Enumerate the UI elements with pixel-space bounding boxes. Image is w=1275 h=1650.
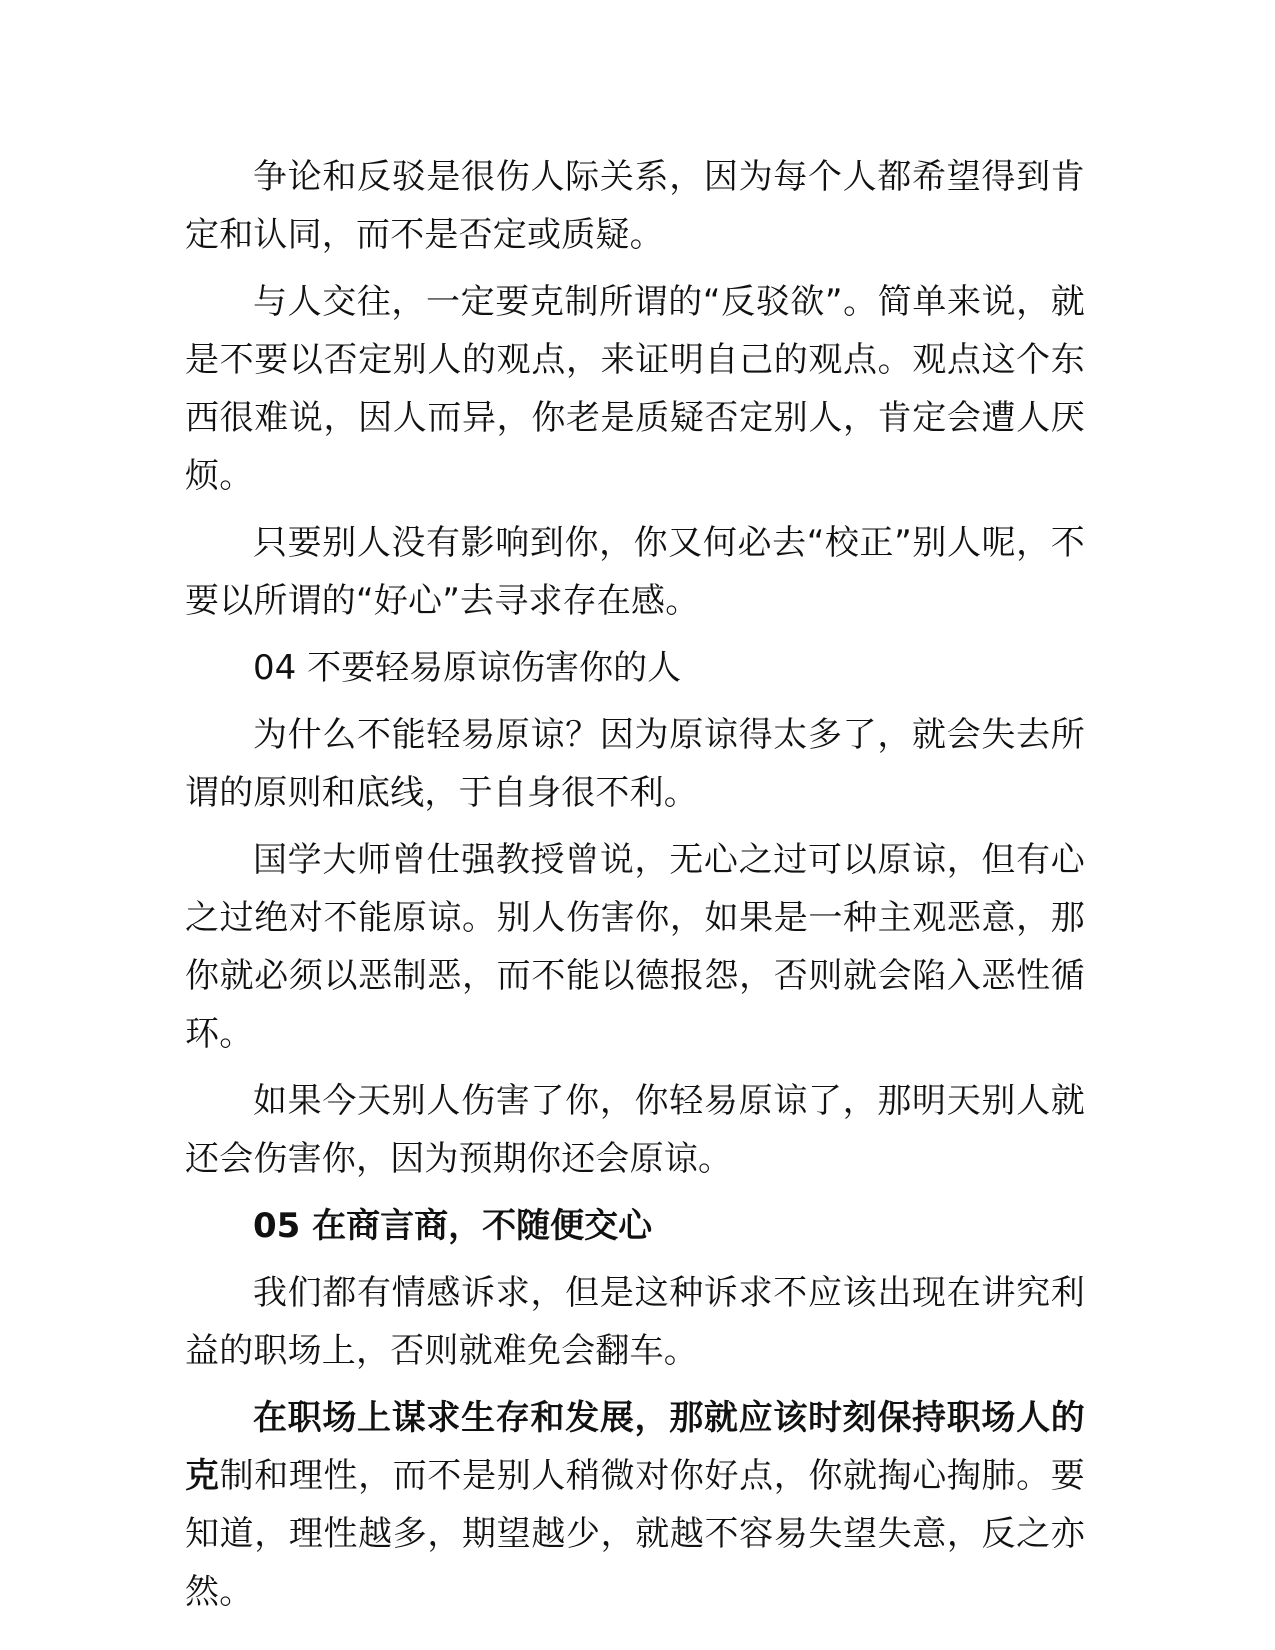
paragraph-refute-desire: 与人交往，一定要克制所谓的“反驳欲”。简单来说，就是不要以否定别人的观点，来证明自己的观点。观点这个东西很难说，因人而异，你老是质疑否定别人，肯定会遭人厌烦。 [185, 282, 1085, 496]
regular-text-run: 制和理性，而不是别人稍微对你好点，你就掏心掏肺。要知道，理性越多，期望越少，就越不容易失望失意，反之亦然。 [185, 1456, 1086, 1612]
paragraph-master-quote: 国学大师曾仕强教授曾说，无心之过可以原谅，但有心之过绝对不能原谅。别人伤害你，如果是一种主观恶意，那你就必须以恶制恶，而不能以德报怨，否则就会陷入恶性循环。 [185, 840, 1085, 1054]
paragraph-forgive-again: 如果今天别人伤害了你，你轻易原谅了，那明天别人就还会伤害你，因为预期你还会原谅。 [185, 1081, 1085, 1179]
paragraph-emotional-needs: 我们都有情感诉求，但是这种诉求不应该出现在讲究利益的职场上，否则就难免会翻车。 [185, 1273, 1085, 1371]
bold-text-run: 在职场上谋求生存和发展，那就应该时刻保持职场人的克 [185, 1398, 1085, 1496]
paragraph-workplace-rationality [185, 1389, 1085, 1621]
paragraph-correct-others: 只要别人没有影响到你，你又何必去“校正”别人呢，不要以所谓的“好心”去寻求存在感。 [185, 523, 1085, 621]
document-page [185, 148, 1085, 1630]
section-heading-04: 04 不要轻易原谅伤害你的人 [253, 648, 682, 688]
paragraph-why-not-forgive: 为什么不能轻易原谅？因为原谅得太多了，就会失去所谓的原则和底线，于自身很不利。 [185, 715, 1085, 813]
paragraph-argument: 争论和反驳是很伤人际关系，因为每个人都希望得到肯定和认同，而不是否定或质疑。 [185, 157, 1085, 255]
section-heading-05: 05 在商言商，不随便交心 [253, 1206, 653, 1246]
